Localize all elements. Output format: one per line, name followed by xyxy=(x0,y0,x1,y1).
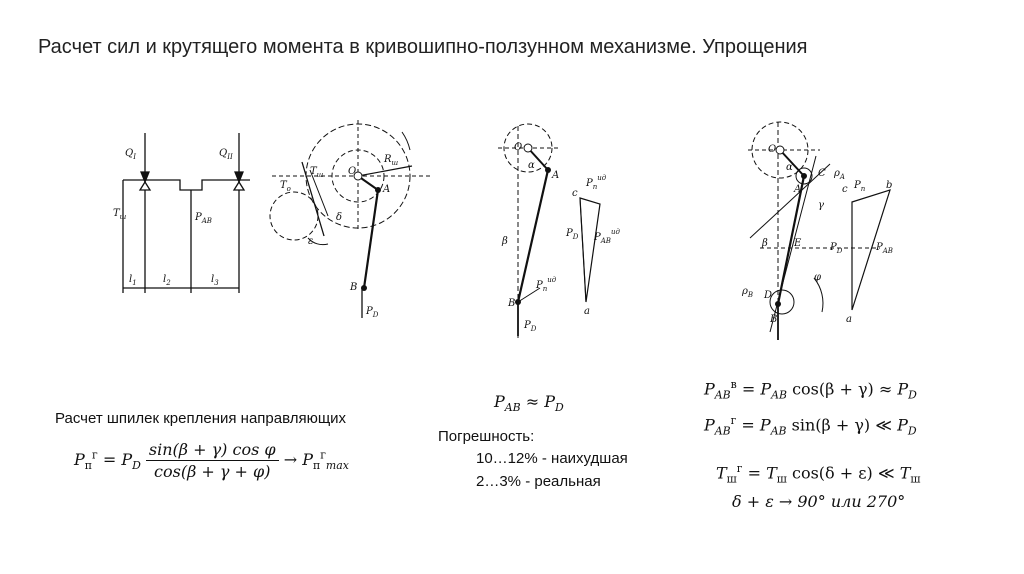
l2-label: $l_2$ xyxy=(163,274,171,287)
pn-label: $P_п$ xyxy=(854,180,866,193)
l1-label: $l_1$ xyxy=(129,274,137,287)
error-worst: 10…12% - наихудшая xyxy=(476,450,628,467)
pd-label: $P_D$ xyxy=(830,242,843,255)
error-heading: Погрешность: xyxy=(438,428,535,445)
beta-label: β xyxy=(762,238,768,249)
b-label: B xyxy=(770,314,778,325)
rho-b-label: $\rho_B$ xyxy=(742,286,754,299)
r-label: $R_ш$ xyxy=(384,154,399,167)
a-small-label: a xyxy=(846,314,852,325)
studs-formula: $P_п^г = P_D$ $\frac{\text{sin(β + γ) cos φ}}{\cos(\beta + \gamma + \varphi)}$ → $P_п^г_{max}$ xyxy=(74,440,349,481)
torque-formula: $T_ш^г = T_ш$ cos(δ + ε) ≪ $T_ш$ xyxy=(716,462,921,486)
pab-label: $P_{AB}$ xyxy=(195,212,212,225)
pab-label: $P_{AB}^{ид}$ xyxy=(594,228,620,245)
vertical-component-formula: $P_{AB}^в = P_{AB}$ $\cos(\beta + \gamma) \approx P_D$ xyxy=(704,378,917,402)
c-small-label: c xyxy=(842,184,848,195)
pd-label: $P_D$ xyxy=(524,320,537,333)
pd-label: $P_D$ xyxy=(366,306,379,319)
pab-approx-formula: $P_{AB} \approx P_D$ xyxy=(494,392,564,415)
gamma-label: γ xyxy=(818,200,824,211)
alpha-label: α xyxy=(528,160,535,171)
e-label: E xyxy=(794,238,802,249)
a-label: A xyxy=(552,170,560,181)
pab-label: $P_{AB}$ xyxy=(876,242,893,255)
friction-force-diagram xyxy=(730,118,900,350)
a-label: A xyxy=(383,184,391,195)
l3-label: $l_3$ xyxy=(211,274,219,287)
q1-label: $Q_I$ xyxy=(125,148,136,161)
eps-label: ε xyxy=(308,236,314,247)
q2-label: $Q_{II}$ xyxy=(219,148,233,161)
b-label: B xyxy=(508,298,516,309)
pn2-label: $P_п^{ид}$ xyxy=(586,174,607,191)
pvd-label: $P_D$ xyxy=(566,228,579,241)
c-label: c xyxy=(572,188,578,199)
angle-condition-formula: δ + ε → 90° или 270° xyxy=(732,492,906,511)
o-label: O xyxy=(768,144,777,155)
beta-label: β xyxy=(502,236,508,247)
horizontal-component-formula: $P_{AB}^г = P_{AB}$ sin(β + γ) ≪ $P_D$ xyxy=(704,414,917,438)
b-small-label: b xyxy=(886,180,893,191)
rho-a-label: $\rho_A$ xyxy=(834,168,845,181)
alpha-label: α xyxy=(786,162,793,173)
error-real: 2…3% - реальная xyxy=(476,473,601,490)
o-label: O xyxy=(514,142,523,153)
tsh-label: $T_ш$ xyxy=(310,166,324,179)
crank-gear-diagram xyxy=(262,118,440,323)
phi-label: φ xyxy=(814,272,822,283)
delta-label: δ xyxy=(336,212,343,223)
guide-rail-diagram xyxy=(105,128,255,300)
ideal-force-diagram xyxy=(488,122,618,340)
page-title: Расчет сил и крутящего момента в кривошипно-ползунном механизме. Упрощения xyxy=(38,36,808,58)
o-label: O xyxy=(348,166,357,177)
c-label: C xyxy=(818,168,826,179)
a-small-label: a xyxy=(584,306,590,317)
d-label: D xyxy=(764,290,773,301)
tsh-label: $T_ш$ xyxy=(113,208,127,221)
t0-label: $T_о$ xyxy=(280,180,291,193)
studs-heading: Расчет шпилек крепления направляющих xyxy=(55,410,347,427)
b-label: B xyxy=(350,282,358,293)
a-label: A xyxy=(794,184,802,195)
pn-label: $P_п^{ид}$ xyxy=(536,276,557,293)
